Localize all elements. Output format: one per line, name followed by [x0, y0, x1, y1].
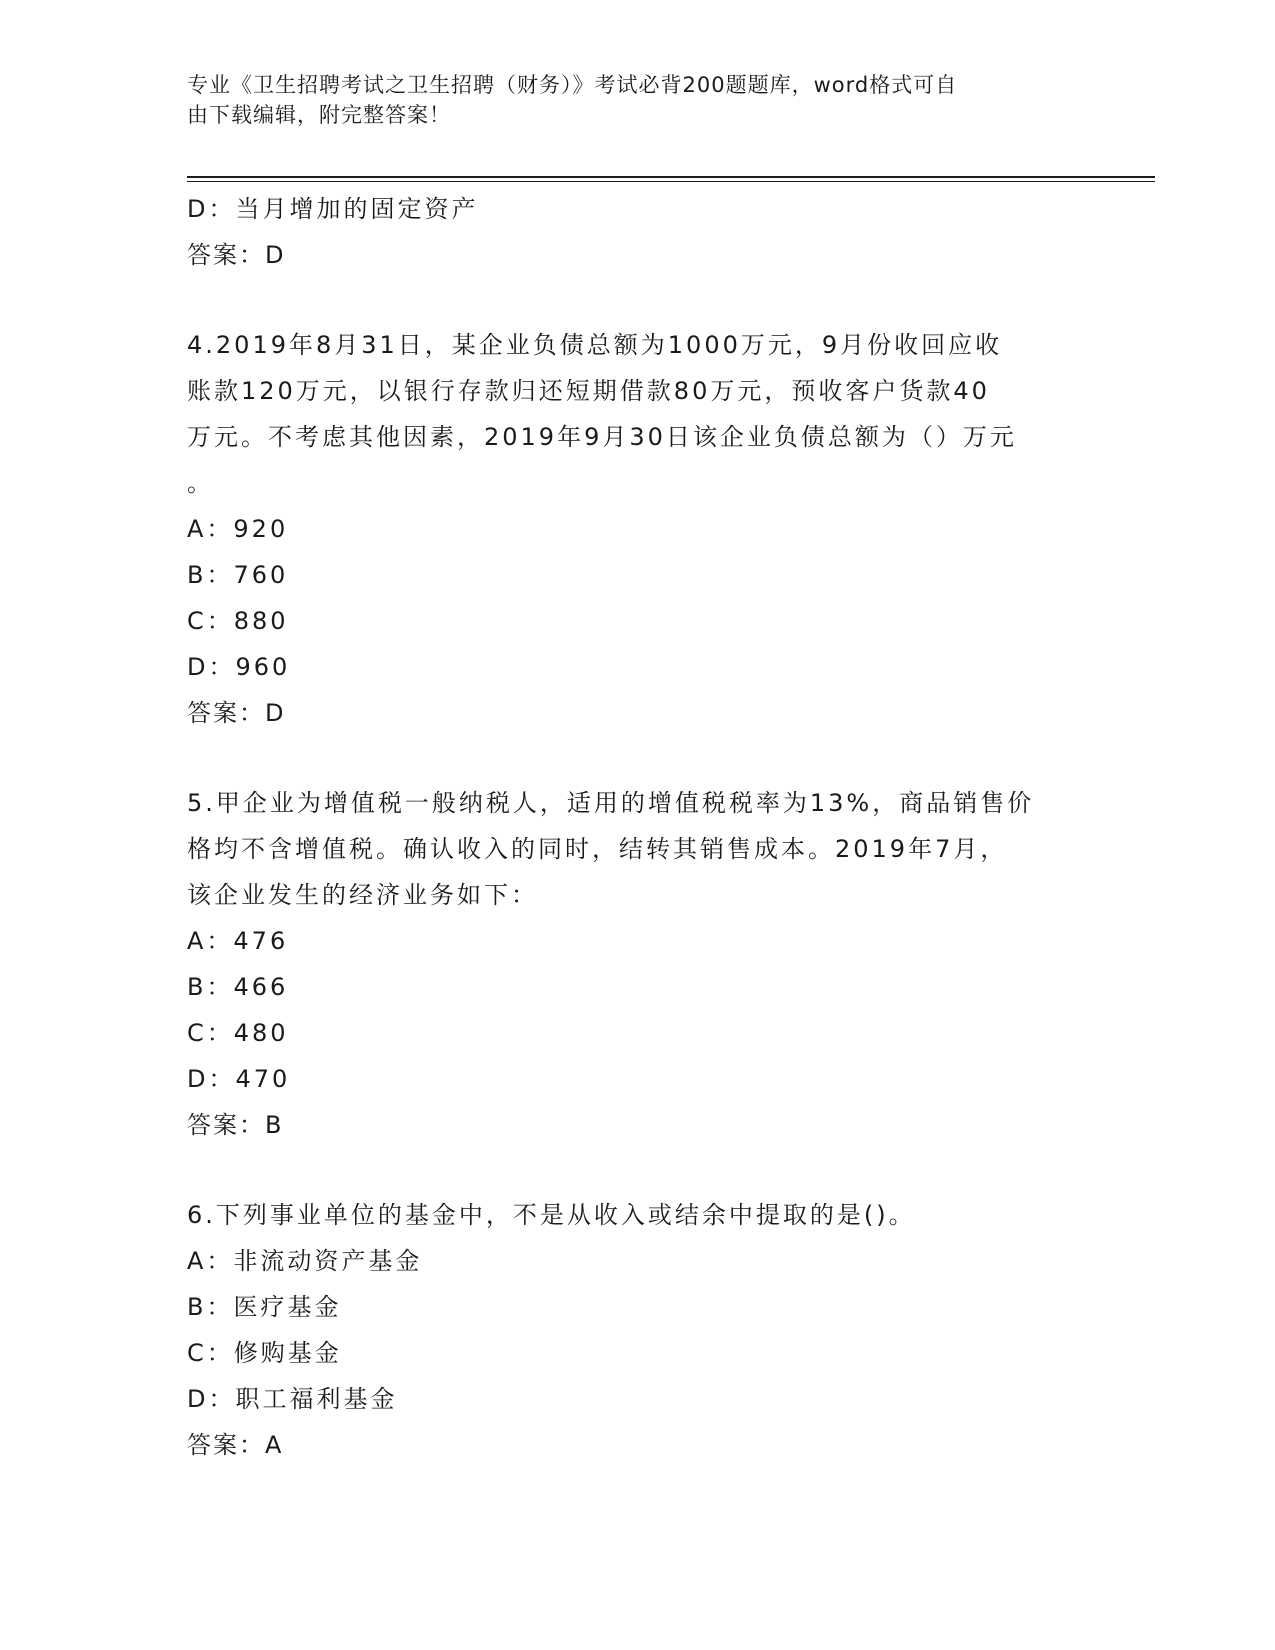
header-line-1: 专业《卫生招聘考试之卫生招聘（财务）》考试必背200题题库，word格式可自	[187, 73, 958, 97]
option-d: D：960	[187, 653, 291, 681]
question-text-line: 4.2019年8月31日，某企业负债总额为1000万元，9月份收回应收	[187, 331, 1003, 359]
option-a: A：476	[187, 927, 289, 955]
question-text-line: 6.下列事业单位的基金中，不是从收入或结余中提取的是()。	[187, 1201, 916, 1229]
option-b: B：760	[187, 561, 289, 589]
option-d: D：职工福利基金	[187, 1385, 398, 1413]
previous-question-tail	[187, 186, 1087, 278]
question-text-line: 该企业发生的经济业务如下：	[187, 881, 538, 909]
answer: 答案：A	[187, 1431, 284, 1459]
answer: 答案：D	[187, 241, 286, 269]
option-c: C：880	[187, 607, 289, 635]
question-list	[187, 186, 1087, 1468]
option-d: D：470	[187, 1065, 291, 1093]
question-5	[187, 780, 1087, 1148]
question-text-line: 。	[187, 469, 214, 497]
option-a: A：非流动资产基金	[187, 1247, 423, 1275]
document-header	[187, 70, 1087, 130]
header-divider-thin	[187, 181, 1155, 182]
question-text-line: 格均不含增值税。确认收入的同时，结转其销售成本。2019年7月，	[187, 835, 1008, 863]
option-c: C：修购基金	[187, 1339, 342, 1367]
question-text-line: 万元。不考虑其他因素，2019年9月30日该企业负债总额为（）万元	[187, 423, 1017, 451]
question-text-line: 账款120万元，以银行存款归还短期借款80万元，预收客户货款40	[187, 377, 990, 405]
header-line-2: 由下载编辑，附完整答案！	[187, 103, 451, 127]
option-b: B：医疗基金	[187, 1293, 342, 1321]
answer: 答案：D	[187, 699, 286, 727]
option-b: B：466	[187, 973, 289, 1001]
question-4	[187, 322, 1087, 736]
question-text-line: 5.甲企业为增值税一般纳税人，适用的增值税税率为13%，商品销售价	[187, 789, 1035, 817]
option-d: D：当月增加的固定资产	[187, 195, 479, 223]
question-6	[187, 1192, 1087, 1468]
header-divider-thick	[187, 176, 1155, 178]
option-a: A：920	[187, 515, 289, 543]
option-c: C：480	[187, 1019, 289, 1047]
answer: 答案：B	[187, 1111, 284, 1139]
